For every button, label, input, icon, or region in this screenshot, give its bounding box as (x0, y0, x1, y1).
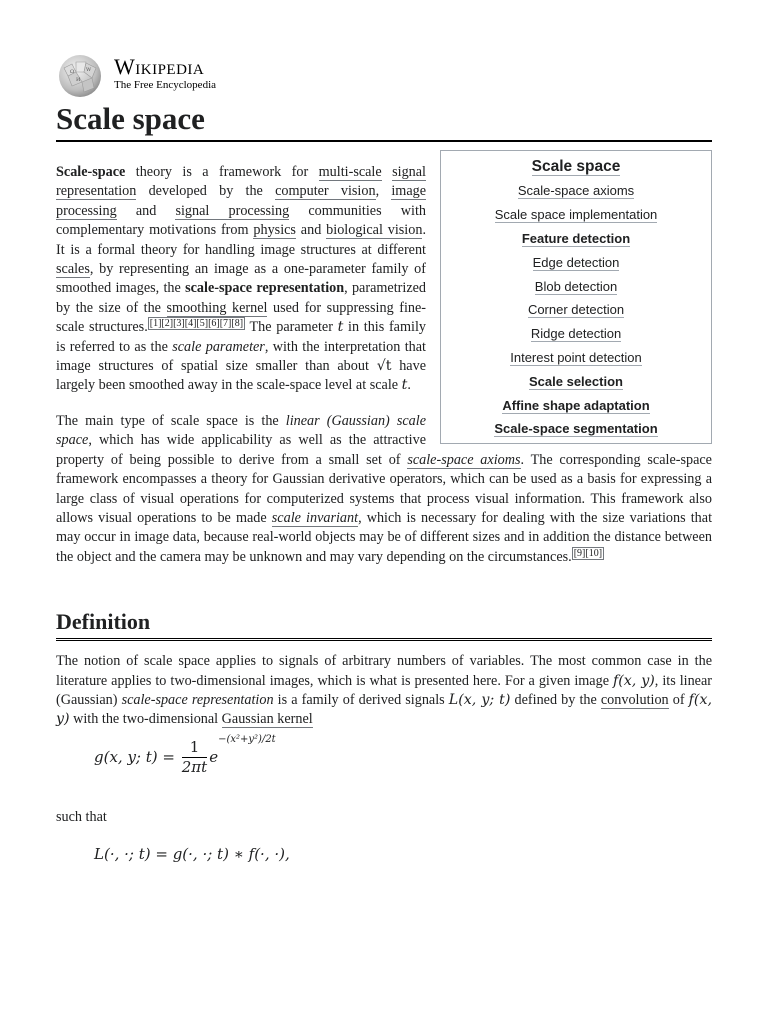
text: , which has wide applicability as well as the attractive property of being possible to derive from a small set of (56, 432, 426, 468)
link-gaussian-kernel[interactable]: Gaussian kernel (221, 711, 313, 728)
citation-refs-9-10[interactable]: [9][10] (573, 547, 603, 559)
link-scale-space-axioms[interactable]: scale-space axioms (407, 451, 521, 468)
math-f-xy: f(x, y) (612, 672, 655, 689)
text: defined by the (510, 691, 601, 708)
link-convolution[interactable]: convolution (600, 691, 669, 708)
infobox-item-scale-space-segmentation[interactable]: Scale-space segmentation (494, 421, 658, 437)
text: . The corresponding scale-space framework encompasses a theory for Gaussian derivative operators, which can be used as a basis for expressing a large class of visual operations for computerized systems that process visual information. This framework also allows visual operations to be made (56, 451, 712, 526)
text: , which is necessary for dealing with the size variations that may occur in image data, because real-world objects may be of different sizes and in addition the distance between the object and the camera may be unknown and may vary depending on the circumstances. (56, 509, 713, 565)
infobox-title[interactable]: Scale space (531, 158, 621, 175)
wikipedia-globe-logo-icon[interactable] (56, 54, 104, 98)
convolution-equation: L(·, ·; t) = g(·, ·; t) ∗ f(·, ·), (94, 845, 290, 864)
math-sqrt-t: √t (376, 358, 392, 375)
link-scale-invariant[interactable]: scale invariant (271, 509, 359, 526)
link-image-processing[interactable]: image processing (56, 183, 427, 219)
wordmark-name: Wikipedia (114, 54, 205, 79)
infobox (440, 150, 712, 444)
math-t-2: t (401, 377, 408, 394)
text: The main type of scale space is the (56, 412, 286, 429)
text: is a family of derived signals (273, 691, 449, 708)
page-title: Scale space (56, 102, 712, 142)
infobox-item-ridge-detection[interactable]: Ridge detection (530, 326, 622, 342)
definition-paragraph (56, 652, 712, 730)
wikipedia-wordmark[interactable] (114, 56, 216, 92)
svg-text:Ω: Ω (70, 69, 75, 75)
infobox-item-scale-space-axioms[interactable]: Scale-space axioms (517, 183, 635, 199)
infobox-item-interest-point-detection[interactable]: Interest point detection (510, 349, 642, 365)
eq1-numerator: 1 (182, 738, 207, 758)
link-multi-scale[interactable]: multi-scale (318, 164, 382, 180)
link-smoothing-kernel[interactable]: smoothing kernel (166, 299, 268, 316)
infobox-item-scale-space-implementation[interactable]: Scale space implementation (494, 207, 658, 223)
text: and (295, 222, 327, 239)
infobox-item-feature-detection[interactable]: Feature detection (521, 231, 631, 246)
bold-term-scale-space: Scale-space (56, 164, 126, 180)
text: have largely been smoothed away in the scale-space level at scale (56, 358, 426, 394)
text: theory is a framework for (125, 164, 319, 180)
link-biological-vision[interactable]: biological vision (326, 222, 423, 239)
eq1-e: e (209, 747, 219, 766)
text: The parameter (245, 319, 338, 336)
text: , with the interpretation that image structures of spatial size smaller than about (56, 338, 426, 375)
text: , its linear (Gaussian) (56, 672, 712, 708)
gaussian-kernel-equation (94, 733, 712, 794)
text: , parametrized by the size of the (56, 280, 427, 316)
text: used for suppressing fine-scale structures. (56, 299, 427, 336)
infobox-item-affine-shape-adaptation[interactable]: Affine shape adaptation (502, 397, 650, 413)
em-scale-space-representation: scale-space representation (121, 691, 274, 708)
citation-refs-1-8[interactable]: [1][2][3][4][5][6][7][8] (149, 318, 244, 330)
text: . (407, 377, 411, 394)
eq1-denominator: 2πt (181, 758, 208, 777)
em-scale-parameter: scale parameter (172, 338, 265, 355)
link-physics[interactable]: physics (253, 222, 296, 239)
link-scales[interactable]: scales (56, 261, 90, 278)
such-that-text: such that (56, 808, 107, 825)
text: developed by the (136, 183, 276, 200)
infobox-item-edge-detection[interactable]: Edge detection (532, 254, 620, 270)
math-t: t (337, 319, 344, 336)
text (382, 164, 392, 180)
text: . It is a formal theory for handling image structures at different (56, 222, 426, 258)
bold-term-scale-space-representation: scale-space representation (185, 280, 345, 297)
infobox-item-blob-detection[interactable]: Blob detection (534, 278, 618, 294)
infobox-item-corner-detection[interactable]: Corner detection (527, 302, 625, 318)
text: in this family is referred to as the (56, 319, 426, 355)
text: , (375, 183, 392, 200)
math-f-xy-2: f(x, y) (56, 691, 712, 728)
article-page (56, 0, 712, 865)
article-content (56, 142, 712, 865)
svg-text:И: И (76, 77, 81, 83)
text: communities with complementary motivations from (56, 202, 426, 239)
text: The notion of scale space applies to signals of arbitrary numbers of variables. The most common case in the literature applies to two-dimensional images, which is what is presented here. For a given image (56, 653, 712, 689)
section-heading-definition: Definition (56, 609, 712, 641)
link-signal-processing[interactable]: signal processing (175, 202, 290, 219)
eq1-lhs: g(x, y; t) = (94, 747, 175, 766)
math-L-xyt: L(x, y; t) (448, 691, 511, 708)
site-header (56, 0, 712, 98)
eq1-exponent: −(x²+y²)/2t (218, 733, 276, 745)
link-computer-vision[interactable]: computer vision (275, 183, 376, 200)
text: and (116, 202, 176, 219)
text: of (668, 691, 689, 708)
link-signal-representation[interactable]: signal representation (56, 164, 426, 200)
text: , by representing an image as a one-parameter family of smoothed images, the (56, 261, 426, 297)
eq1-fraction (182, 738, 207, 778)
infobox-item-scale-selection[interactable]: Scale selection (529, 373, 623, 389)
em-linear-gaussian-scale-space: linear (Gaussian) scale space (56, 412, 426, 449)
wordmark-tagline: The Free Encyclopedia (114, 79, 217, 91)
text: with the two-dimensional (69, 711, 222, 728)
svg-text:W: W (86, 67, 92, 73)
